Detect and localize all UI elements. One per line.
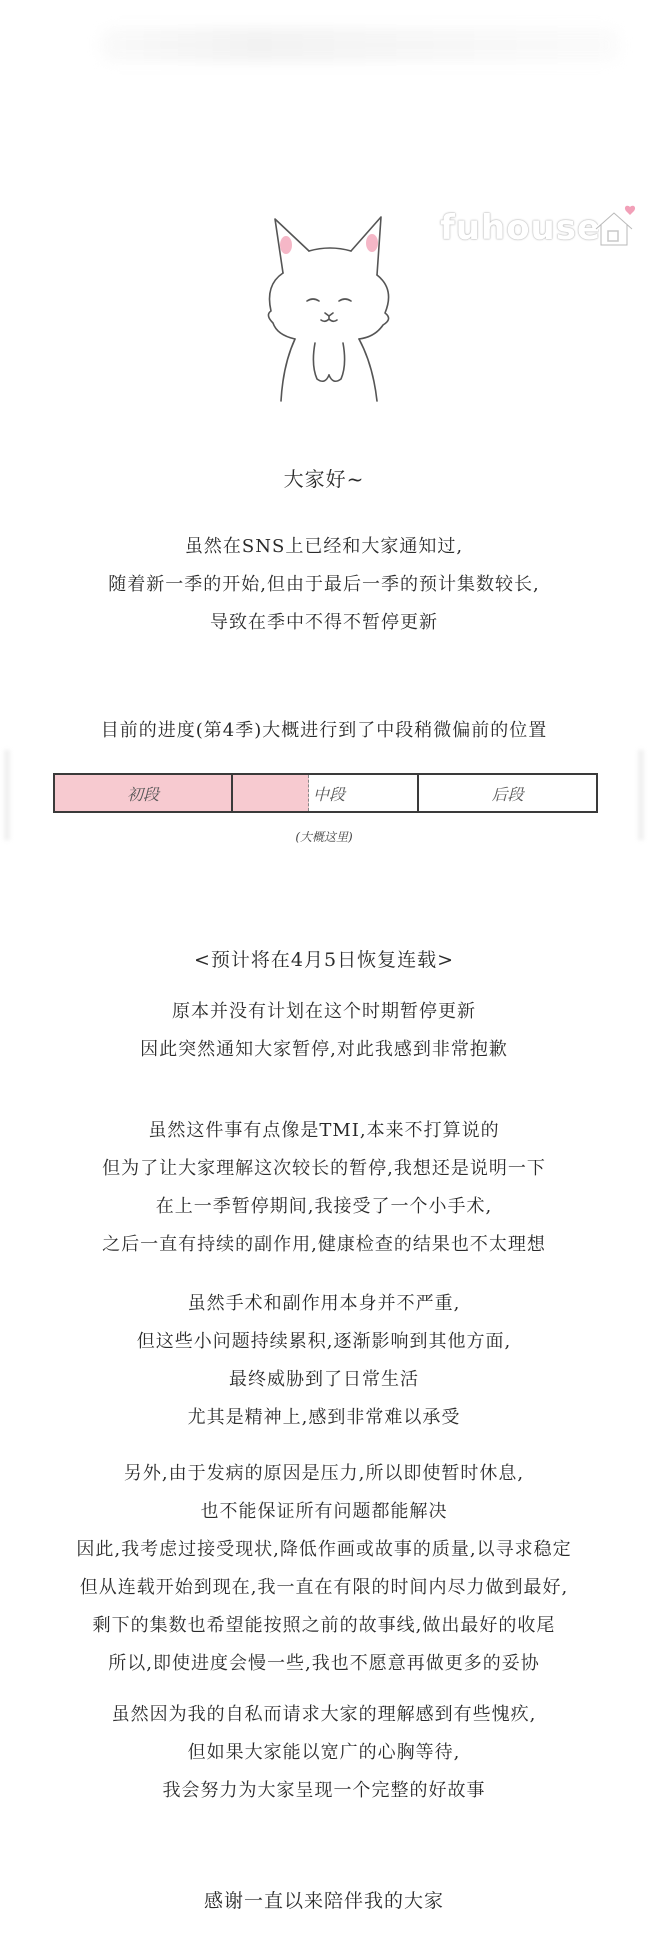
text-line: 但如果大家能以宽广的心胸等待, — [187, 1742, 461, 1763]
intro-paragraph — [0, 528, 648, 642]
progress-note: (大概这里) — [295, 830, 353, 844]
text-line: 因此突然通知大家暂停,对此我感到非常抱歉 — [140, 1039, 508, 1060]
text-line: 之后一直有持续的副作用,健康检查的结果也不太理想 — [102, 1234, 546, 1255]
text-line: 最终威胁到了日常生活 — [229, 1369, 419, 1390]
text-line: 但从连载开始到现在,我一直在有限的时间内尽力做到最好, — [79, 1577, 569, 1598]
text-line: 但这些小问题持续累积,逐渐影响到其他方面, — [136, 1331, 512, 1352]
text-line: 虽然这件事有点像是TMI,本来不打算说的 — [148, 1120, 500, 1141]
edge-mark — [638, 750, 644, 840]
paragraph — [0, 993, 648, 1069]
text-line: 我会努力为大家呈现一个完整的好故事 — [162, 1780, 486, 1801]
greeting: 大家好~ — [283, 467, 365, 491]
text-line: 在上一季暂停期间,我接受了一个小手术, — [155, 1196, 493, 1217]
text-line: 虽然在SNS上已经和大家通知过, — [184, 536, 464, 557]
resume-date: <预计将在4月5日恢复连载> — [193, 949, 455, 971]
text-line: 另外,由于发病的原因是压力,所以即使暂时休息, — [123, 1463, 525, 1484]
text-line: 尤其是精神上,感到非常难以承受 — [187, 1407, 461, 1428]
blurred-header — [100, 28, 620, 62]
progress-bar — [53, 773, 598, 813]
paragraph — [0, 1112, 648, 1264]
cat-illustration — [255, 215, 405, 405]
progress-segment-early — [55, 775, 233, 811]
segment-label: 后段 — [491, 784, 524, 804]
watermark-text: fuhouse — [440, 208, 602, 248]
text-line: 原本并没有计划在这个时期暂停更新 — [172, 1001, 476, 1022]
progress-segment-late — [419, 775, 596, 811]
segment-label: 中段 — [313, 784, 346, 804]
paragraph — [0, 1285, 648, 1437]
watermark — [440, 205, 640, 251]
progress-caption: 目前的进度(第4季)大概进行到了中段稍微偏前的位置 — [100, 720, 548, 741]
text-line: 也不能保证所有问题都能解决 — [200, 1501, 448, 1522]
paragraph — [0, 1455, 648, 1683]
text-line: 因此,我考虑过接受现状,降低作画或故事的质量,以寻求稳定 — [76, 1539, 572, 1560]
text-line: 随着新一季的开始,但由于最后一季的预计集数较长, — [108, 574, 540, 595]
progress-segment-mid-filled — [233, 775, 309, 811]
edge-mark — [4, 750, 10, 840]
text-line: 剩下的集数也希望能按照之前的故事线,做出最好的收尾 — [92, 1615, 556, 1636]
text-line: 所以,即使进度会慢一些,我也不愿意再做更多的妥协 — [108, 1653, 540, 1674]
text-line: 导致在季中不得不暂停更新 — [210, 612, 438, 633]
house-heart-icon — [590, 205, 638, 251]
text-line: 但为了让大家理解这次较长的暂停,我想还是说明一下 — [102, 1158, 546, 1179]
progress-segment-mid — [309, 775, 419, 811]
paragraph — [0, 1696, 648, 1810]
text-line: 虽然因为我的自私而请求大家的理解感到有些愧疚, — [111, 1704, 537, 1725]
text-line: 虽然手术和副作用本身并不严重, — [187, 1293, 461, 1314]
closing-thanks: 感谢一直以来陪伴我的大家 — [203, 1890, 444, 1912]
segment-label: 初段 — [126, 784, 159, 804]
